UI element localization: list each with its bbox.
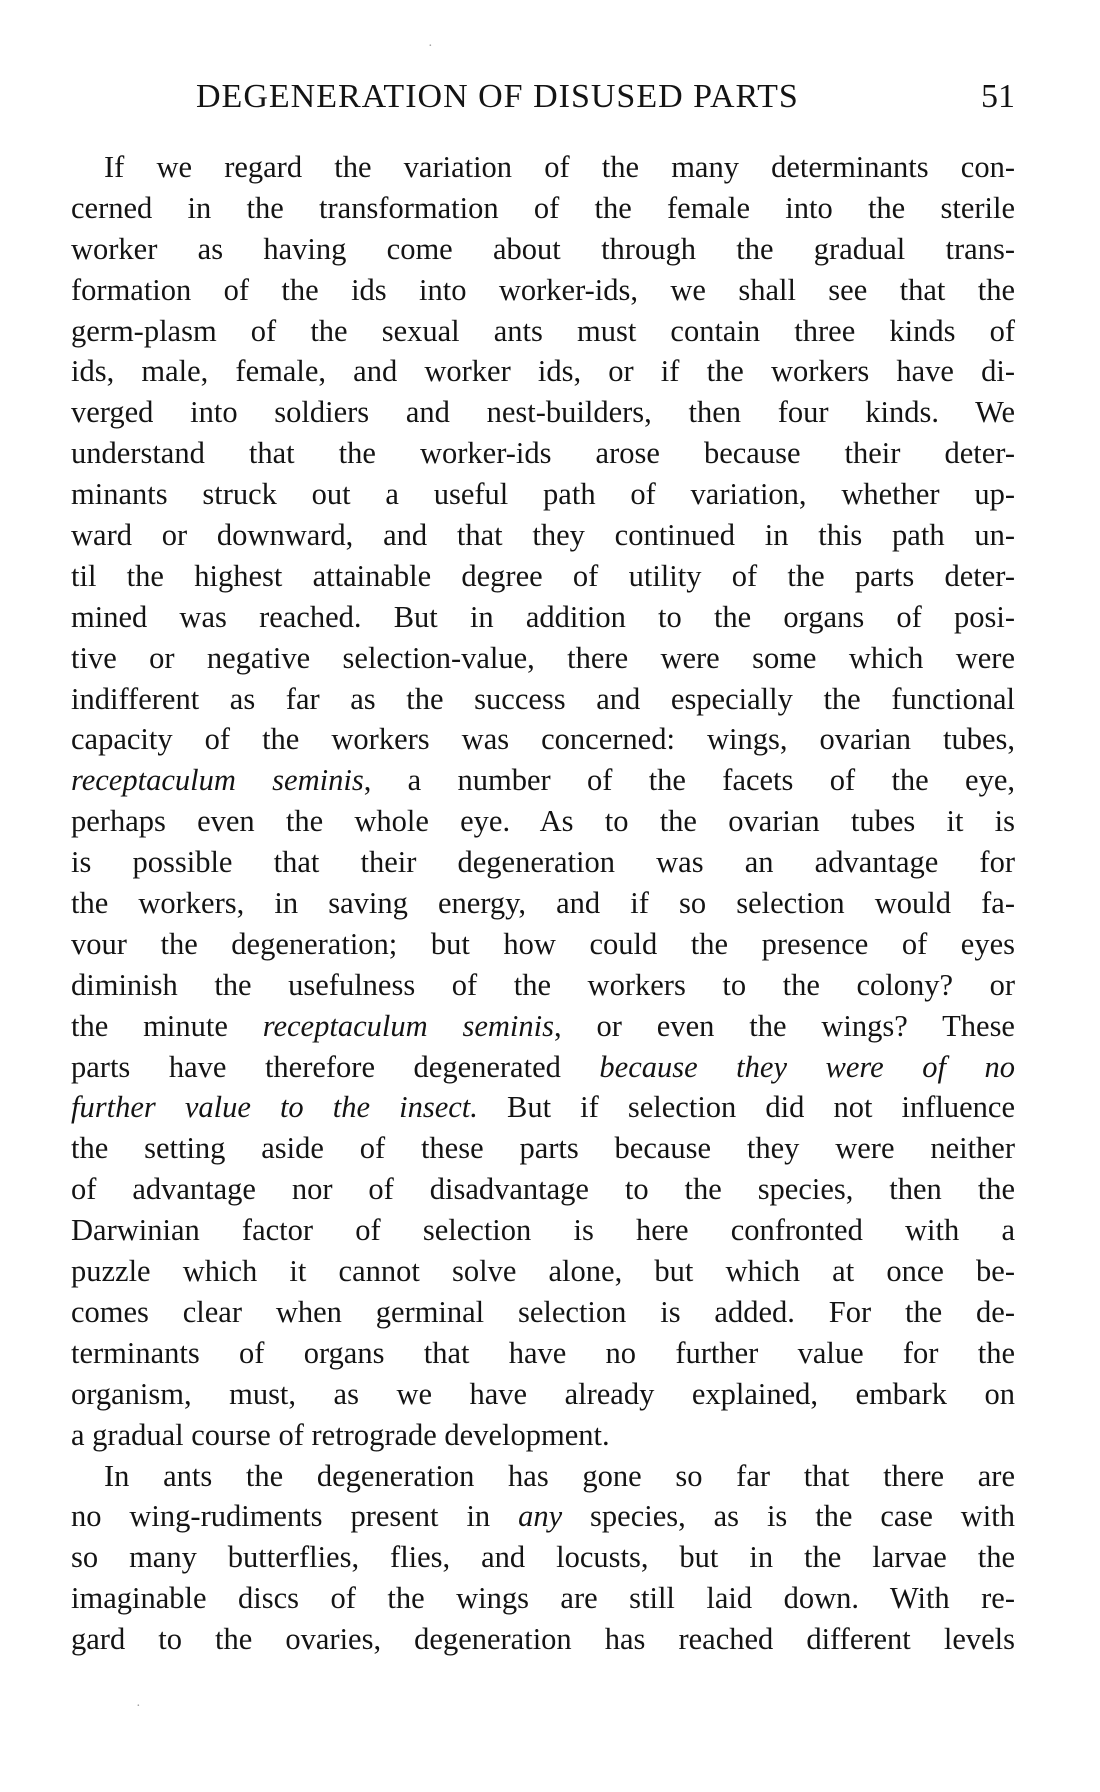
text-line: capacity of the workers was concerned: wings, ovarian tubes, bbox=[71, 722, 1015, 757]
text-line: is possible that their degeneration was an advantage for bbox=[71, 845, 1015, 880]
text-line: ids, male, female, and worker ids, or if the workers have di- bbox=[71, 354, 1015, 389]
text-line: a gradual course of retrograde development. bbox=[71, 1417, 610, 1452]
text-line: receptaculum seminis, a number of the facets of the eye, bbox=[71, 763, 1015, 798]
text-line: of advantage nor of disadvantage to the species, then the bbox=[71, 1172, 1015, 1207]
text-line: tive or negative selection-value, there were some which were bbox=[71, 640, 1015, 675]
text-line: parts have therefore degenerated because they were of no bbox=[71, 1049, 1015, 1084]
text-line: understand that the worker-ids arose because their deter- bbox=[71, 436, 1015, 471]
text-line: terminants of organs that have no further value for the bbox=[71, 1335, 1015, 1370]
text-line: Darwinian factor of selection is here confronted with a bbox=[71, 1213, 1015, 1248]
text-line: verged into soldiers and nest-builders, then four kinds. We bbox=[71, 395, 1015, 430]
text-line: In ants the degeneration has gone so far that there are bbox=[104, 1458, 1015, 1493]
text-line: minants struck out a useful path of variation, whether up- bbox=[71, 477, 1015, 512]
text-line: If we regard the variation of the many determinants con- bbox=[104, 150, 1015, 184]
paragraph-1 bbox=[71, 147, 1015, 1456]
scan-speck-bottom: · bbox=[136, 1699, 141, 1714]
text-line: formation of the ids into worker-ids, we shall see that the bbox=[71, 272, 1015, 307]
paragraph-2 bbox=[71, 1456, 1015, 1660]
text-line: no wing-rudiments present in any species, as is the case with bbox=[71, 1499, 1015, 1534]
italic-text: receptaculum seminis bbox=[262, 1008, 554, 1043]
text-line: ward or downward, and that they continued in this path un- bbox=[71, 518, 1015, 553]
italic-text: any bbox=[518, 1499, 563, 1534]
italic-text: further value to the insect. bbox=[71, 1090, 478, 1125]
text-line: til the highest attainable degree of utility of the parts deter- bbox=[71, 558, 1015, 593]
text-line: organism, must, as we have already explained, embark on bbox=[71, 1376, 1015, 1411]
text-line: so many butterflies, flies, and locusts, but in the larvae the bbox=[71, 1540, 1015, 1575]
text-line: vour the degeneration; but how could the presence of eyes bbox=[71, 926, 1015, 961]
text-line: the minute receptaculum seminis, or even the wings? These bbox=[71, 1008, 1015, 1043]
italic-text: receptaculum seminis bbox=[71, 763, 364, 798]
text-line: gard to the ovaries, degeneration has reached different levels bbox=[71, 1622, 1015, 1657]
running-head bbox=[71, 72, 1015, 122]
text-line: perhaps even the whole eye. As to the ovarian tubes it is bbox=[71, 804, 1015, 839]
text-line: the setting aside of these parts because they were neither bbox=[71, 1131, 1015, 1166]
text-line: worker as having come about through the gradual trans- bbox=[71, 231, 1015, 266]
page-number: 51 bbox=[981, 78, 1015, 115]
body-text bbox=[71, 147, 1015, 1660]
text-line: indifferent as far as the success and especially the functional bbox=[71, 681, 1015, 716]
text-line: cerned in the transformation of the female into the sterile bbox=[71, 190, 1015, 225]
text-line: mined was reached. But in addition to the organs of posi- bbox=[71, 599, 1015, 634]
chapter-title: DEGENERATION OF DISUSED PARTS bbox=[196, 78, 799, 115]
text-line: imaginable discs of the wings are still laid down. With re- bbox=[71, 1581, 1015, 1616]
italic-text: because they were of no bbox=[599, 1049, 1015, 1084]
text-line: further value to the insect. But if selection did not influence bbox=[71, 1090, 1015, 1125]
scan-speck-top: · bbox=[428, 39, 433, 54]
text-line: comes clear when germinal selection is added. For the de- bbox=[71, 1294, 1015, 1329]
text-line: puzzle which it cannot solve alone, but which at once be- bbox=[71, 1254, 1015, 1289]
text-line: diminish the usefulness of the workers to the colony? or bbox=[71, 967, 1015, 1002]
text-line: germ-plasm of the sexual ants must contain three kinds of bbox=[71, 313, 1015, 348]
text-line: the workers, in saving energy, and if so selection would fa- bbox=[71, 886, 1015, 921]
